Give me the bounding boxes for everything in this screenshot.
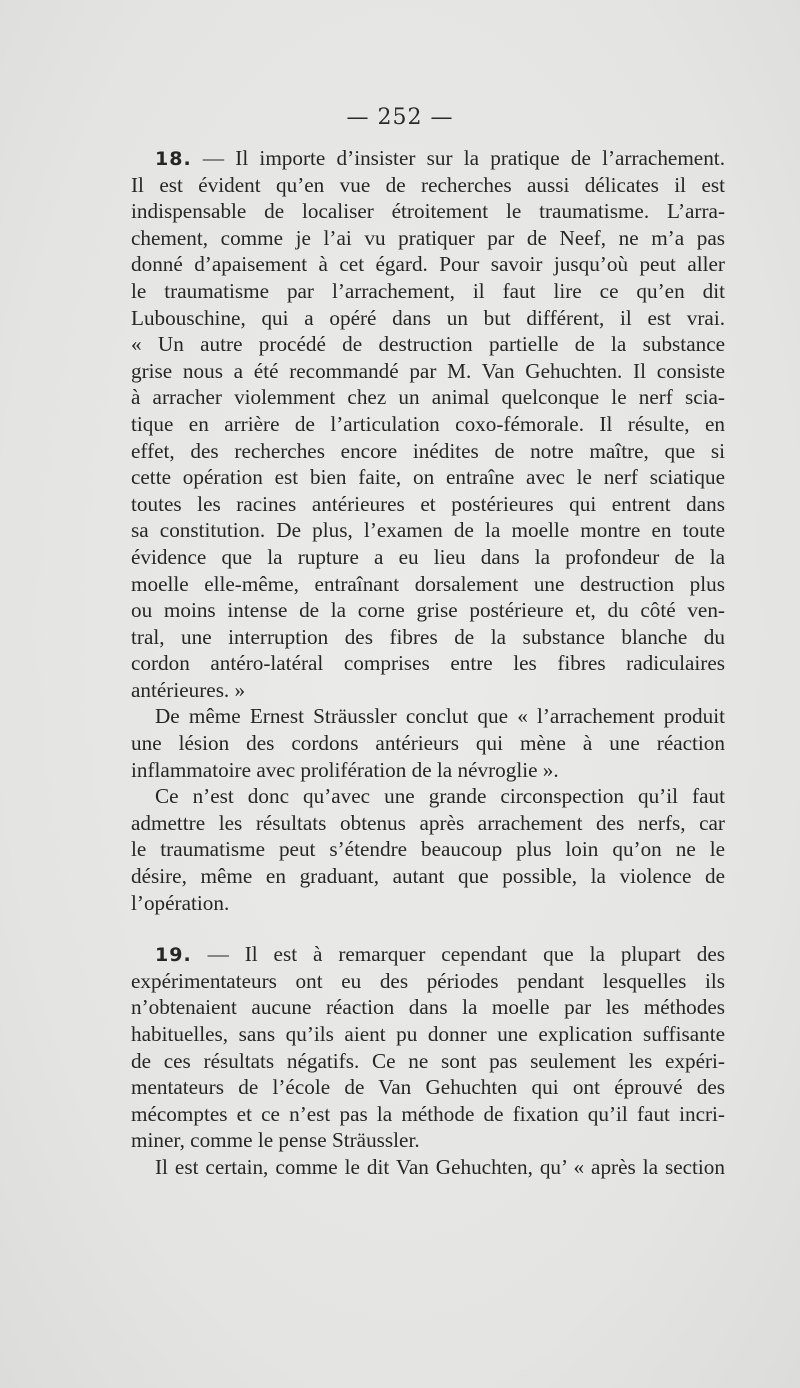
text-line: indispensable de localiser étroitement le traumatisme. L’arra- [131, 199, 725, 224]
text-line: cordon antéro-latéral comprises entre les fibres radiculaires [131, 651, 725, 676]
paragraph-gap [131, 916, 725, 941]
text-line: à arracher violemment chez un animal quelconque le nerf scia- [131, 385, 725, 410]
text-line: Lubouschine, qui a opéré dans un but différent, il est vrai. [131, 305, 725, 330]
text-line: mentateurs de l’école de Van Gehuchten qui ont éprouvé des [131, 1075, 725, 1100]
text-line: évidence que la rupture a eu lieu dans la profondeur de la [131, 544, 725, 569]
text-line: Ce n’est donc qu’avec une grande circonspection qu’il faut [155, 784, 725, 809]
text-line: 19. — Il est à remarquer cependant que la plupart des [155, 942, 725, 967]
text-line: tique en arrière de l’articulation coxo-fémorale. Il résulte, en [131, 411, 725, 436]
text-line: donné d’apaisement à cet égard. Pour savoir jusqu’où peut aller [131, 252, 725, 277]
page-number: — 252 — [346, 105, 454, 130]
text-line: habituelles, sans qu’ils aient pu donner une explication suffisante [131, 1022, 725, 1046]
text-line: n’obtenaient aucune réaction dans la moelle par les méthodes [131, 995, 725, 1020]
text-line: de ces résultats négatifs. Ce ne sont pas seulement les expéri- [131, 1048, 725, 1073]
text-line: grise nous a été recommandé par M. Van Gehuchten. Il consiste [131, 358, 725, 383]
text-line: désire, même en graduant, autant que possible, la violence de [131, 864, 725, 889]
text-line: De même Ernest Sträussler conclut que « l’arrachement produit [155, 704, 725, 729]
text-line: ou moins intense de la corne grise postérieure et, du côté ven- [131, 598, 725, 623]
section-number: 19. [155, 944, 192, 967]
text-line: 18. — Il importe d’insister sur la pratique de l’arrachement. [155, 146, 725, 170]
text-line: chement, comme je l’ai vu pratiquer par de Neef, ne m’a pas [131, 225, 725, 250]
text-line: le traumatisme par l’arrachement, il faut lire ce qu’en dit [131, 278, 725, 303]
text-line: admettre les résultats obtenus après arrachement des nerfs, car [131, 810, 725, 835]
text-line: cette opération est bien faite, on entraîne avec le nerf sciatique [131, 465, 725, 490]
text-line: Il est évident qu’en vue de recherches aussi délicates il est [131, 172, 725, 197]
text-line: l’opération. [131, 890, 230, 915]
body-text [131, 145, 725, 1181]
text-line: effet, des recherches encore inédites de notre maître, que si [131, 438, 725, 463]
text-line: inflammatoire avec prolifération de la névroglie ». [131, 757, 559, 782]
text-line: sa constitution. De plus, l’examen de la moelle montre en toute [131, 518, 725, 543]
text-line: tral, une interruption des fibres de la substance blanche du [131, 624, 725, 649]
text-line: toutes les racines antérieures et postérieures qui entrent dans [131, 491, 725, 516]
text-line: le traumatisme peut s’étendre beaucoup plus loin qu’on ne le [131, 837, 725, 862]
text-line: Il est certain, comme le dit Van Gehuchten, qu’ « après la section [155, 1154, 725, 1179]
text-line: moelle elle-même, entraînant dorsalement une destruction plus [131, 571, 725, 596]
text-line: expérimentateurs ont eu des périodes pendant lesquelles ils [131, 968, 725, 993]
text-line: une lésion des cordons antérieurs qui mène à une réaction [131, 731, 725, 756]
text-line: mécomptes et ce n’est pas la méthode de fixation qu’il faut incri- [131, 1101, 725, 1126]
text-line: antérieures. » [131, 677, 246, 702]
section-number: 18. [155, 148, 192, 170]
text-line: miner, comme le pense Sträussler. [131, 1128, 420, 1153]
text-line: « Un autre procédé de destruction partielle de la substance [131, 332, 725, 357]
